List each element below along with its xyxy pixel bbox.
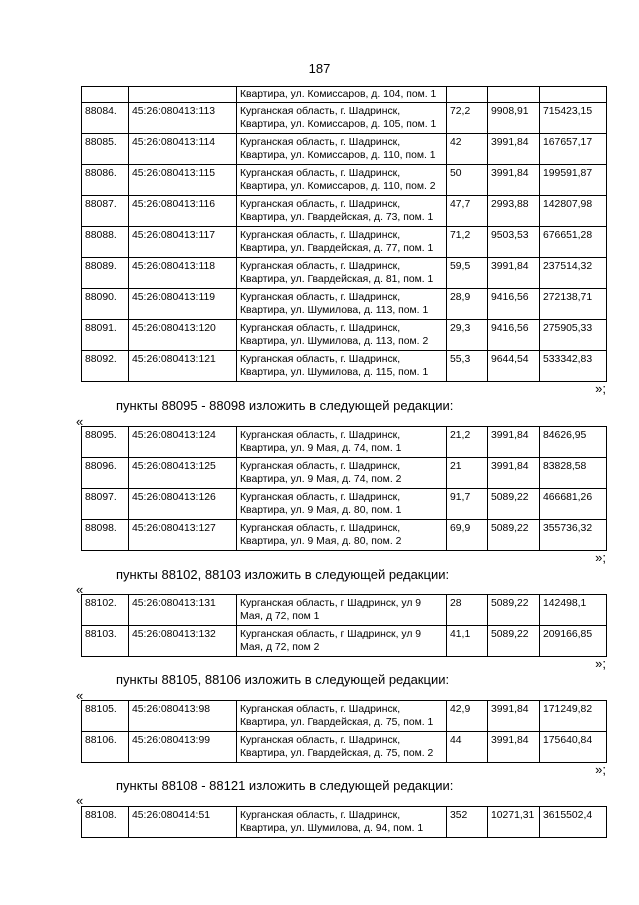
address-cell: Курганская область, г. Шадринск, Квартира, ул. Гвардейская, д. 75, пом. 1 xyxy=(237,701,447,732)
table-row xyxy=(82,520,607,551)
table-row xyxy=(82,701,607,732)
cadastral-price-cell: 5089,22 xyxy=(488,520,540,551)
address-cell: Курганская область, г. Шадринск, Квартира, ул. 9 Мая, д. 74, пом. 2 xyxy=(237,458,447,489)
table-row xyxy=(82,87,607,103)
open-quote: « xyxy=(76,582,84,597)
table-row xyxy=(82,351,607,382)
address-cell: Курганская область, г. Шадринск, Квартира, ул. 9 Мая, д. 80, пом. 2 xyxy=(237,520,447,551)
item-number-cell: 88098. xyxy=(82,520,129,551)
close-quote: »; xyxy=(595,656,606,671)
cadastral-value-cell: 83828,58 xyxy=(540,458,607,489)
close-quote: »; xyxy=(595,381,606,396)
section-heading: пункты 88102, 88103 изложить в следующей редакции: xyxy=(116,567,450,582)
property-table-1 xyxy=(81,86,607,382)
property-table-3 xyxy=(81,594,607,657)
cadastral-number-cell: 45:26:080413:132 xyxy=(129,626,237,657)
table-row xyxy=(82,165,607,196)
cadastral-value-cell: 355736,32 xyxy=(540,520,607,551)
cadastral-number-cell: 45:26:080413:116 xyxy=(129,196,237,227)
area-cell: 21 xyxy=(447,458,488,489)
cadastral-value-cell: 167657,17 xyxy=(540,134,607,165)
item-number-cell: 88085. xyxy=(82,134,129,165)
cadastral-value-cell: 175640,84 xyxy=(540,732,607,763)
property-table-5 xyxy=(81,806,607,838)
table-row xyxy=(82,807,607,838)
address-cell: Курганская область, г. Шадринск, Квартира, ул. Гвардейская, д. 77, пом. 1 xyxy=(237,227,447,258)
table-row xyxy=(82,289,607,320)
item-number-cell: 88095. xyxy=(82,427,129,458)
cadastral-number-cell: 45:26:080413:99 xyxy=(129,732,237,763)
table-row xyxy=(82,258,607,289)
cadastral-number-cell: 45:26:080414:51 xyxy=(129,807,237,838)
area-cell: 28,9 xyxy=(447,289,488,320)
area-cell: 47,7 xyxy=(447,196,488,227)
table-row xyxy=(82,134,607,165)
property-table-4 xyxy=(81,700,607,763)
area-cell: 59,5 xyxy=(447,258,488,289)
cadastral-number-cell: 45:26:080413:121 xyxy=(129,351,237,382)
cadastral-value-cell: 171249,82 xyxy=(540,701,607,732)
item-number-cell: 88102. xyxy=(82,595,129,626)
cadastral-number-cell: 45:26:080413:98 xyxy=(129,701,237,732)
address-cell: Курганская область, г Шадринск, ул 9 Мая, д 72, пом 2 xyxy=(237,626,447,657)
item-number-cell: 88096. xyxy=(82,458,129,489)
cadastral-number-cell: 45:26:080413:114 xyxy=(129,134,237,165)
open-quote: « xyxy=(76,414,84,429)
area-cell: 50 xyxy=(447,165,488,196)
cadastral-number-cell: 45:26:080413:118 xyxy=(129,258,237,289)
cadastral-number-cell: 45:26:080413:115 xyxy=(129,165,237,196)
address-cell: Курганская область, г. Шадринск, Квартира, ул. Шумилова, д. 113, пом. 1 xyxy=(237,289,447,320)
area-cell: 29,3 xyxy=(447,320,488,351)
address-cell: Курганская область, г. Шадринск, Квартира, ул. Гвардейская, д. 81, пом. 1 xyxy=(237,258,447,289)
area-cell: 41,1 xyxy=(447,626,488,657)
cadastral-number-cell: 45:26:080413:113 xyxy=(129,103,237,134)
open-quote: « xyxy=(76,793,84,808)
cadastral-price-cell: 3991,84 xyxy=(488,732,540,763)
cadastral-price-cell: 9908,91 xyxy=(488,103,540,134)
address-cell: Курганская область, г. Шадринск, Квартира, ул. Гвардейская, д. 73, пом. 1 xyxy=(237,196,447,227)
cadastral-number-cell: 45:26:080413:120 xyxy=(129,320,237,351)
item-number-cell: 88087. xyxy=(82,196,129,227)
cadastral-price-cell: 9416,56 xyxy=(488,320,540,351)
cadastral-value-cell: 237514,32 xyxy=(540,258,607,289)
area-cell: 44 xyxy=(447,732,488,763)
cadastral-number-cell: 45:26:080413:117 xyxy=(129,227,237,258)
item-number-cell: 88092. xyxy=(82,351,129,382)
cadastral-price-cell: 5089,22 xyxy=(488,489,540,520)
cadastral-number-cell: 45:26:080413:124 xyxy=(129,427,237,458)
table-row xyxy=(82,320,607,351)
cadastral-value-cell: 272138,71 xyxy=(540,289,607,320)
table-row xyxy=(82,196,607,227)
page-number: 187 xyxy=(308,61,331,76)
address-cell: Курганская область, г. Шадринск, Квартира, ул. 9 Мая, д. 80, пом. 1 xyxy=(237,489,447,520)
item-number-cell: 88090. xyxy=(82,289,129,320)
table-row xyxy=(82,732,607,763)
cadastral-number-cell: 45:26:080413:126 xyxy=(129,489,237,520)
cadastral-value-cell: 142498,1 xyxy=(540,595,607,626)
item-number-cell: 88088. xyxy=(82,227,129,258)
item-number-cell: 88084. xyxy=(82,103,129,134)
table-row xyxy=(82,489,607,520)
close-quote: »; xyxy=(595,762,606,777)
table-row xyxy=(82,103,607,134)
cadastral-value-cell: 275905,33 xyxy=(540,320,607,351)
section-heading: пункты 88095 - 88098 изложить в следующей редакции: xyxy=(116,398,454,413)
item-number-cell: 88089. xyxy=(82,258,129,289)
cadastral-value-cell: 715423,15 xyxy=(540,103,607,134)
cadastral-value-cell: 533342,83 xyxy=(540,351,607,382)
cadastral-value-cell: 209166,85 xyxy=(540,626,607,657)
item-number-cell: 88097. xyxy=(82,489,129,520)
address-cell: Курганская область, г. Шадринск, Квартира, ул. Шумилова, д. 115, пом. 1 xyxy=(237,351,447,382)
address-cell: Курганская область, г. Шадринск, Квартира, ул. Комиссаров, д. 105, пом. 1 xyxy=(237,103,447,134)
cadastral-price-cell: 10271,31 xyxy=(488,807,540,838)
item-number-cell: 88106. xyxy=(82,732,129,763)
area-cell: 21,2 xyxy=(447,427,488,458)
area-cell: 55,3 xyxy=(447,351,488,382)
cadastral-price-cell: 2993,88 xyxy=(488,196,540,227)
item-number-cell: 88105. xyxy=(82,701,129,732)
area-cell: 28 xyxy=(447,595,488,626)
address-cell: Курганская область, г. Шадринск, Квартира, ул. Гвардейская, д. 75, пом. 2 xyxy=(237,732,447,763)
cadastral-price-cell: 9503,53 xyxy=(488,227,540,258)
cadastral-price-cell: 9644,54 xyxy=(488,351,540,382)
cadastral-price-cell: 9416,56 xyxy=(488,289,540,320)
cadastral-price-cell: 3991,84 xyxy=(488,458,540,489)
section-heading: пункты 88105, 88106 изложить в следующей редакции: xyxy=(116,672,450,687)
property-table-2 xyxy=(81,426,607,551)
cadastral-price-cell: 3991,84 xyxy=(488,701,540,732)
item-number-cell: 88103. xyxy=(82,626,129,657)
cadastral-price-cell xyxy=(488,87,540,103)
address-cell: Курганская область, г. Шадринск, Квартира, ул. Комиссаров, д. 110, пом. 1 xyxy=(237,134,447,165)
cadastral-price-cell: 3991,84 xyxy=(488,258,540,289)
area-cell: 42,9 xyxy=(447,701,488,732)
item-number-cell: 88086. xyxy=(82,165,129,196)
cadastral-price-cell: 3991,84 xyxy=(488,165,540,196)
cadastral-number-cell xyxy=(129,87,237,103)
cadastral-price-cell: 5089,22 xyxy=(488,626,540,657)
cadastral-price-cell: 3991,84 xyxy=(488,134,540,165)
area-cell: 69,9 xyxy=(447,520,488,551)
table-row xyxy=(82,227,607,258)
cadastral-value-cell: 676651,28 xyxy=(540,227,607,258)
cadastral-price-cell: 5089,22 xyxy=(488,595,540,626)
section-heading: пункты 88108 - 88121 изложить в следующей редакции: xyxy=(116,778,454,793)
address-cell: Курганская область, г. Шадринск, Квартира, ул. Шумилова, д. 94, пом. 1 xyxy=(237,807,447,838)
cadastral-number-cell: 45:26:080413:125 xyxy=(129,458,237,489)
table-row xyxy=(82,626,607,657)
close-quote: »; xyxy=(595,550,606,565)
address-cell: Курганская область, г. Шадринск, Квартира, ул. Шумилова, д. 113, пом. 2 xyxy=(237,320,447,351)
area-cell xyxy=(447,87,488,103)
area-cell: 71,2 xyxy=(447,227,488,258)
table-row xyxy=(82,595,607,626)
cadastral-number-cell: 45:26:080413:127 xyxy=(129,520,237,551)
area-cell: 352 xyxy=(447,807,488,838)
cadastral-number-cell: 45:26:080413:119 xyxy=(129,289,237,320)
cadastral-value-cell: 199591,87 xyxy=(540,165,607,196)
table-row xyxy=(82,458,607,489)
cadastral-value-cell: 142807,98 xyxy=(540,196,607,227)
item-number-cell xyxy=(82,87,129,103)
cadastral-price-cell: 3991,84 xyxy=(488,427,540,458)
address-cell: Квартира, ул. Комиссаров, д. 104, пом. 1 xyxy=(237,87,447,103)
open-quote: « xyxy=(76,688,84,703)
cadastral-number-cell: 45:26:080413:131 xyxy=(129,595,237,626)
cadastral-value-cell: 3615502,4 xyxy=(540,807,607,838)
address-cell: Курганская область, г. Шадринск, Квартира, ул. Комиссаров, д. 110, пом. 2 xyxy=(237,165,447,196)
area-cell: 91,7 xyxy=(447,489,488,520)
item-number-cell: 88091. xyxy=(82,320,129,351)
cadastral-value-cell xyxy=(540,87,607,103)
address-cell: Курганская область, г. Шадринск, Квартира, ул. 9 Мая, д. 74, пом. 1 xyxy=(237,427,447,458)
cadastral-value-cell: 466681,26 xyxy=(540,489,607,520)
cadastral-value-cell: 84626,95 xyxy=(540,427,607,458)
table-row xyxy=(82,427,607,458)
item-number-cell: 88108. xyxy=(82,807,129,838)
area-cell: 42 xyxy=(447,134,488,165)
area-cell: 72,2 xyxy=(447,103,488,134)
address-cell: Курганская область, г Шадринск, ул 9 Мая, д 72, пом 1 xyxy=(237,595,447,626)
